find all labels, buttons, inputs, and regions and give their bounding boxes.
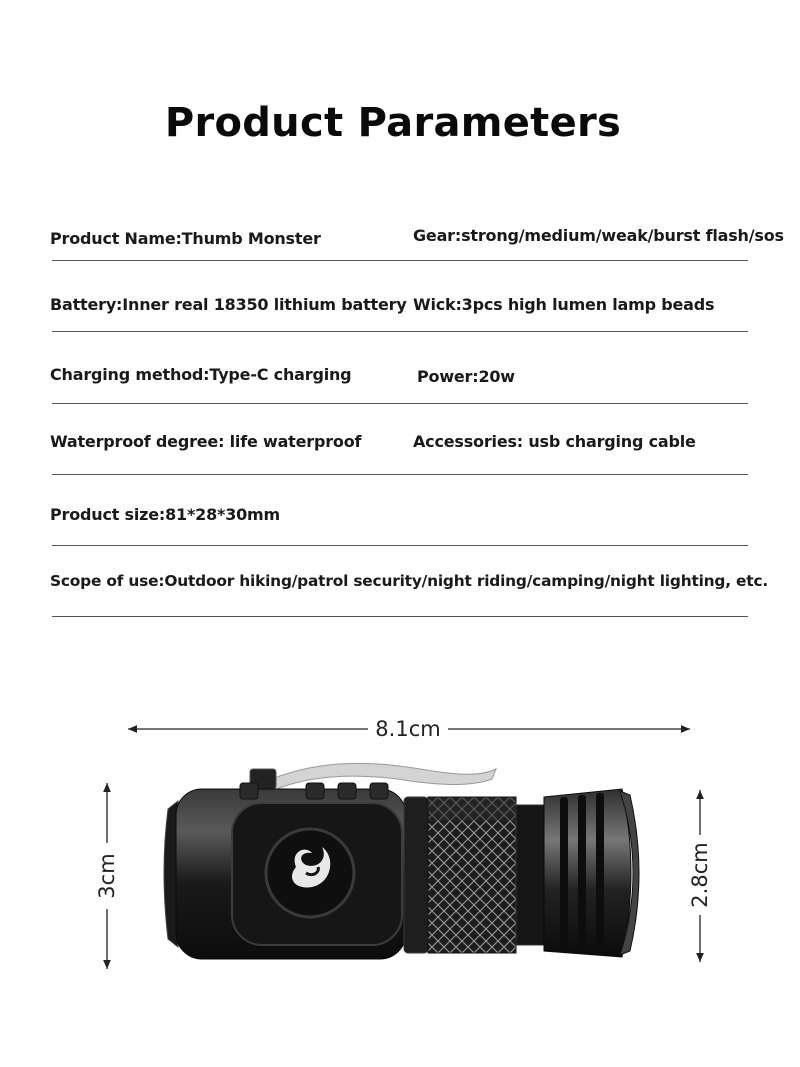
length-dimension bbox=[128, 717, 690, 741]
length-label: 8.1cm bbox=[375, 717, 441, 741]
param-waterproof: Waterproof degree: life waterproof bbox=[50, 432, 362, 451]
row-divider bbox=[52, 545, 748, 546]
param-gear: Gear:strong/medium/weak/burst flash/sos bbox=[413, 226, 784, 245]
param-scope-of-use: Scope of use:Outdoor hiking/patrol security/night riding/camping/night lighting, etc. bbox=[50, 572, 769, 590]
flashlight-head bbox=[544, 789, 631, 957]
param-row bbox=[0, 571, 800, 643]
param-product-size: Product size:81*28*30mm bbox=[50, 505, 281, 524]
height-dimension-left bbox=[95, 783, 119, 969]
height-right-label: 2.8cm bbox=[688, 842, 712, 908]
param-row bbox=[0, 364, 800, 436]
row-divider bbox=[52, 331, 748, 332]
param-row bbox=[0, 504, 800, 576]
param-wick: Wick:3pcs high lumen lamp beads bbox=[413, 295, 715, 314]
page-title: Product Parameters bbox=[164, 100, 622, 146]
param-charging-method: Charging method:Type-C charging bbox=[50, 365, 352, 384]
row-divider bbox=[52, 474, 748, 475]
head-fins bbox=[560, 793, 604, 955]
param-row bbox=[0, 431, 800, 503]
tube-highlight bbox=[428, 797, 516, 821]
param-row bbox=[0, 294, 800, 366]
flashlight-image bbox=[164, 763, 639, 959]
collar bbox=[404, 797, 428, 953]
row-divider bbox=[52, 260, 748, 261]
row-divider bbox=[52, 616, 748, 617]
height-left-label: 3cm bbox=[95, 853, 119, 899]
product-dimension-figure bbox=[0, 647, 800, 1067]
param-battery: Battery:Inner real 18350 lithium battery bbox=[50, 295, 407, 314]
param-accessories: Accessories: usb charging cable bbox=[413, 432, 696, 451]
param-power: Power:20w bbox=[417, 367, 515, 386]
param-product-name: Product Name:Thumb Monster bbox=[50, 229, 321, 248]
param-row bbox=[0, 226, 800, 298]
row-divider bbox=[52, 403, 748, 404]
neck bbox=[516, 805, 546, 945]
height-dimension-right bbox=[688, 790, 712, 962]
